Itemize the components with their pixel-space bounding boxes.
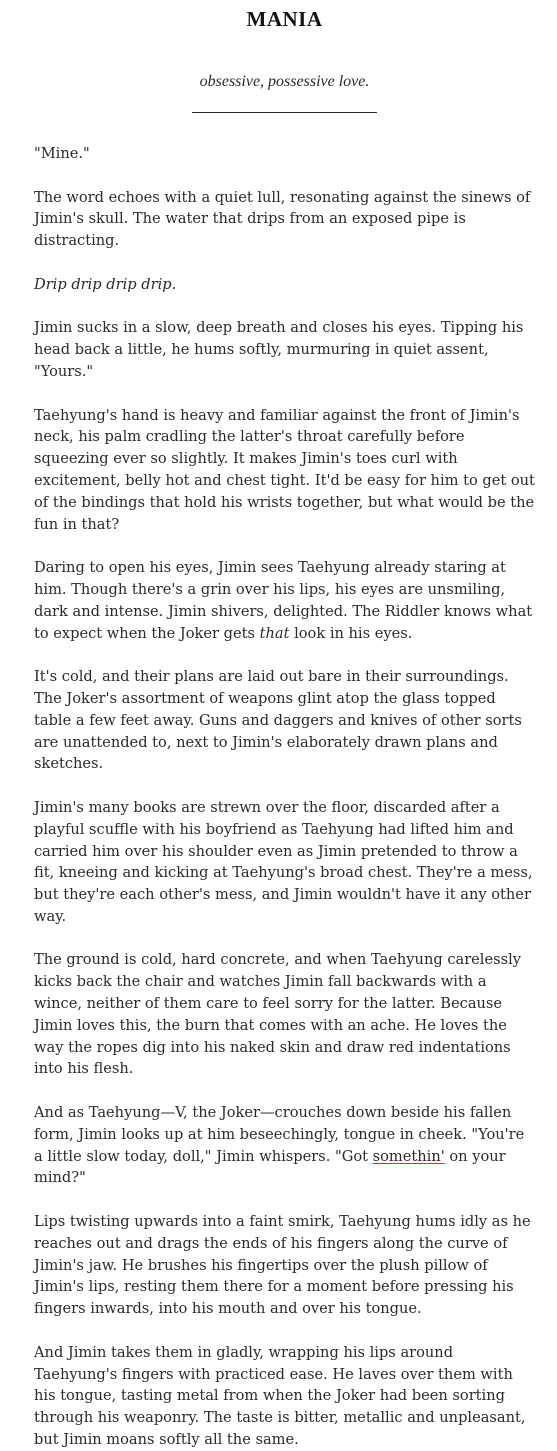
paragraph: The ground is cold, hard concrete, and when Taehyung carelessly kicks back the chair and watches Jimin fall backwards with a wince, neither of them care to feel sorry for the latter. Because Jimin loves this, the burn that comes with an ache. He loves the way the ropes dig into his naked skin and draw red indentations into his flesh. (34, 951, 522, 1078)
story-title: MANIA (246, 7, 323, 31)
title-divider (192, 112, 377, 113)
paragraph-text: look in his eyes. (289, 624, 413, 642)
story-body (34, 143, 535, 1451)
paragraph (34, 557, 535, 644)
paragraph: Taehyung's hand is heavy and familiar against the front of Jimin's neck, his palm cradling the latter's throat carefully before squeezing ever so slightly. It makes Jimin's toes curl with excitement, belly hot and chest tight. It'd be easy for him to get out of the bindings that hold his wrists together, but what would be the fun in that? (34, 406, 535, 533)
paragraph: And Jimin takes them in gladly, wrapping his lips around Taehyung's fingers with practiced ease. He laves over them with his tongue, tasting metal from when the Joker had been sorting through his weaponry. The taste is bitter, metallic and unpleasant, but Jimin moans softly all the same. (34, 1343, 526, 1449)
paragraph: Lips twisting upwards into a faint smirk, Taehyung hums idly as he reaches out and drags the ends of his fingers along the curve of Jimin's jaw. He brushes his fingertips over the plush pillow of Jimin's lips, resting them there for a moment before pressing his fingers inwards, into his mouth and over his tongue. (34, 1213, 531, 1318)
paragraph-italic: Drip drip drip drip. (34, 275, 177, 293)
paragraph: The word echoes with a quiet lull, resonating against the sinews of Jimin's skull. The water that drips from an exposed pipe is distracting. (34, 188, 531, 250)
paragraph-text: Daring to open his eyes, Jimin sees Taehyung already staring at him. Though there's a grin over his lips, his eyes are unsmiling, dark and intense. Jimin shivers, delighted. The Riddler knows what to expect when the Joker gets (34, 559, 533, 642)
paragraph: Jimin's many books are strewn over the floor, discarded after a playful scuffle with his boyfriend as Taehyung had lifted him and carried him over his shoulder even as Jimin pretended to throw a fit, kneeing and kicking at Taehyung's broad chest. They're a mess, but they're each other's mess, and Jimin wouldn't have it any other way. (34, 798, 533, 925)
paragraph (34, 1102, 535, 1189)
spellcheck-underlined-word: somethin' (372, 1147, 445, 1165)
paragraph-text: on your mind?" (34, 1147, 506, 1187)
paragraph: It's cold, and their plans are laid out bare in their surroundings. The Joker's assortment of weapons glint atop the glass topped table a few feet away. Guns and daggers and knives of other sorts are unattended to, next to Jimin's elaborately drawn plans and sketches. (34, 668, 522, 773)
paragraph: "Mine." (34, 145, 90, 162)
story-subtitle: obsessive, possessive love. (199, 73, 370, 90)
emphasis-text: that (259, 624, 290, 642)
paragraph-text: And as Taehyung—V, the Joker—crouches down beside his fallen form, Jimin looks up at him beseechingly, tongue in cheek. "You're a little slow today, doll," Jimin whispers. "Got (34, 1104, 525, 1165)
paragraph: Jimin sucks in a slow, deep breath and closes his eyes. Tipping his head back a little, he hums softly, murmuring in quiet assent, "Yours." (34, 319, 524, 380)
